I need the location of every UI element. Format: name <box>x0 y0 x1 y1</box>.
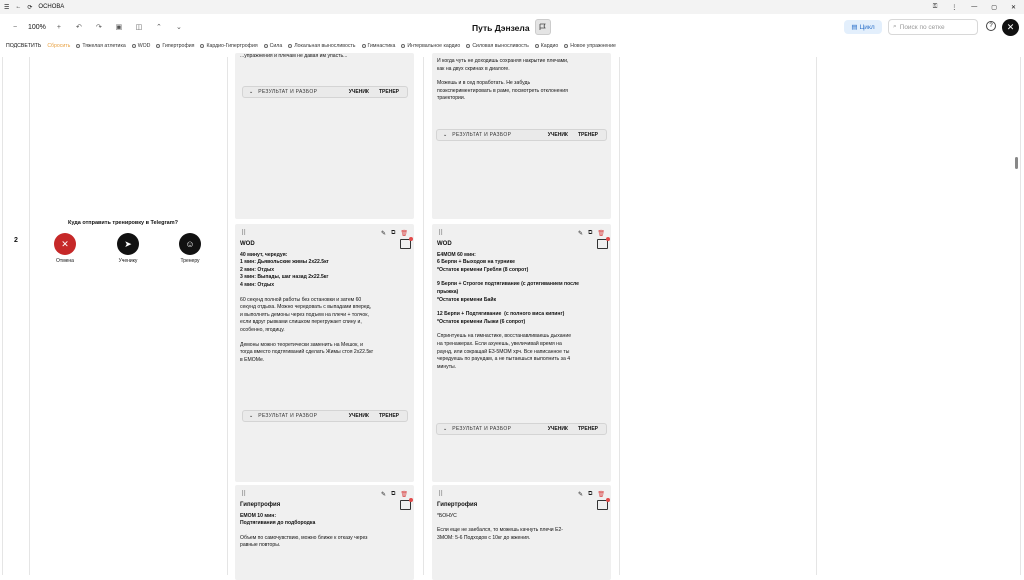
card-line: секунд отдыха. Можно чередовать с выпадами вперед, <box>240 304 371 311</box>
card-line: Спринтуешь на гимнастике, восстанавливаешь дыхание <box>437 333 572 340</box>
drag-handle-icon[interactable]: ⠿ <box>438 230 443 237</box>
edit-icon[interactable]: ✎ <box>578 491 584 498</box>
copy-icon[interactable]: ⧉ <box>588 229 593 236</box>
copy-icon[interactable]: ⧉ <box>588 490 593 497</box>
search-icon: ⌕ <box>893 23 897 30</box>
filter-chip[interactable]: Интервальное кардио <box>401 43 460 49</box>
close-button[interactable]: ✕ <box>1002 19 1019 36</box>
flag-icon[interactable] <box>535 19 551 35</box>
filter-chip[interactable]: Локальная выносливость <box>288 43 355 49</box>
close-icon: ✕ <box>61 238 69 249</box>
card-line: 2 мин: Отдых <box>240 266 275 273</box>
coach-icon: ☺ <box>185 239 195 249</box>
card-body: Гипертрофия *БОНУС Если еще не заебался, то можешь качнуть плечи E2- 3MOM: 5-6 Подходов с 10кг до жжения. <box>437 502 605 542</box>
filter-chip[interactable]: Кардио <box>535 43 558 49</box>
card-line: 3 мин: Выпады, шаг назад 2x22.5кг <box>240 274 329 281</box>
spacer <box>437 73 605 80</box>
edit-icon[interactable]: ✎ <box>578 230 584 237</box>
student-tab[interactable]: УЧЕНИК <box>348 89 369 95</box>
card-body <box>437 58 605 103</box>
spacer <box>437 304 605 311</box>
card-line: тогда вместо подтягиваний сделать Жимы стоя 2x22.5кг <box>240 349 374 356</box>
workout-card[interactable] <box>235 53 414 219</box>
card-line: E4MOM 60 мин: <box>437 251 476 258</box>
send-icon: ➤ <box>124 238 132 249</box>
coach-tab[interactable]: ТРЕНЕР <box>577 426 598 432</box>
spacer <box>437 520 605 527</box>
telegram-question: Куда отправить тренировку в Telegram? <box>68 220 178 226</box>
collapse-up-icon[interactable]: ⌃ <box>155 24 162 31</box>
more-icon[interactable]: ⋮ <box>951 4 958 11</box>
card-line: раунд, или сокращай E3-5MOM хрч. Все написанное ты <box>437 348 570 355</box>
card-body: WOD E4MOM 60 мин: 6 Берпи + Выходов на турнике *Остаток времени Гребля (8 сопрот) 9 Берпи + Строгое подтягивание (с дотягиванием после прыжка) *Остаток времени Байк 12 Берпи + Подтягивание (с полного виса кипинг) *Остаток времени Лыжи (6 сопрот) Спринтуешь на гимнастике, восстанавливаешь дыхание на тренажерах. Если ахуеешь, увеличивай время на раунд, или сокращай E3-5MOM хрч. Все написанное ты чередуешь по раундам, а не пытаешься выполнить за 4 минуты. <box>437 241 605 371</box>
card-line: *Остаток времени Лыжи (6 сопрот) <box>437 318 526 325</box>
cancel-label: Отмена <box>56 258 74 264</box>
card-line: 60 секунд полной работы без остановки и затем 60 <box>240 296 362 303</box>
sidebar-icon[interactable]: ◫ <box>135 24 143 31</box>
minimize-icon[interactable]: — <box>971 4 978 10</box>
result-panel[interactable]: ⌄ РЕЗУЛЬТАТ И РАЗБОР УЧЕНИК ТРЕНЕР <box>436 423 607 435</box>
trash-icon[interactable]: 🗑 <box>597 230 605 237</box>
spacer <box>437 326 605 333</box>
card-line: 12 Берпи + Подтягивание (с полного виса кипинг) <box>437 311 565 318</box>
card-line: чередуешь по раундам, а не пытаешься выполнить за 4 <box>437 356 571 363</box>
card-line: прыжка) <box>437 288 459 295</box>
chevron-down-icon: ⌄ <box>249 89 254 95</box>
trash-icon[interactable]: 🗑 <box>400 491 408 498</box>
zoom-level: 100% <box>28 23 46 31</box>
filter-chip[interactable]: Тяжелая атлетика <box>76 43 125 49</box>
workout-card[interactable] <box>235 485 414 580</box>
chevron-down-icon: ⌄ <box>249 413 254 419</box>
zoom-in-button[interactable]: + <box>56 23 61 31</box>
result-panel[interactable]: ⌄ РЕЗУЛЬТАТ И РАЗБОР УЧЕНИК ТРЕНЕР <box>242 410 408 422</box>
card-body: Гипертрофия EMOM 10 мин: Подтягивания до подбородка Объем по самочувствию, можно ближе к отказу через равные повторы. <box>240 502 408 550</box>
menu-icon[interactable]: ☰ <box>4 4 10 11</box>
page-title: Путь Дэнзела <box>472 23 530 33</box>
card-line: *Остаток времени Гребля (8 сопрот) <box>437 266 529 273</box>
card-line: поэкспериментировать в раме, посмотреть отклонения <box>437 87 568 94</box>
filter-bar <box>0 40 1024 52</box>
student-label: Ученику <box>118 258 138 264</box>
app-name: ОСНОВА <box>38 4 65 10</box>
card-line: Объем по самочувствию, можно ближе к отказу через <box>240 534 368 541</box>
card-line: ...упражнения и плечам не давая им упасть... <box>240 53 348 59</box>
cycle-icon: ▤ <box>851 24 858 31</box>
card-line: особенно, ягодицу. <box>240 326 285 333</box>
card-body <box>240 53 408 61</box>
card-line: *БОНУС <box>437 512 457 519</box>
search-input[interactable] <box>888 19 978 35</box>
cancel-button[interactable] <box>54 233 76 255</box>
card-line: 40 минут, чередуя: <box>240 251 288 258</box>
card-line: 9 Берпи + Строгое подтягивание (с дотягиванием после <box>437 281 579 288</box>
edit-icon[interactable]: ✎ <box>381 491 387 498</box>
workout-card[interactable] <box>432 224 611 482</box>
card-line: как на двух скринах в диалоге. <box>437 65 510 72</box>
spacer <box>240 528 408 535</box>
chevron-down-icon: ⌄ <box>443 426 448 432</box>
training-grid <box>0 53 1024 575</box>
reset-filter-button[interactable]: Сбросить <box>47 43 71 49</box>
search-placeholder: Поиск по сетке <box>899 23 945 31</box>
filter-chip[interactable]: Гимнастика <box>362 43 396 49</box>
card-body: WOD 40 минут, чередуя: 1 мин: Дьявольские жимы 2x22.5кг 2 мин: Отдых 3 мин: Выпады, шаг назад 2x22.5кг 4 мин: Отдых 60 секунд полной работы без остановки и затем 60 секунд отдыха. Можно чередовать с выпадами вперед, и выполнять демоны через подъем на плечи + толчок, если вдруг рывками слишком перегружает спину и, особенно, ягодицу. Демоны можно теоретически заменить на Мешок, и тогда вместо подтягиваний сделать Жимы стоя 2x22.5кг в EMOMе. <box>240 241 408 364</box>
card-line: *Остаток времени Байк <box>437 296 497 303</box>
card-line: 4 мин: Отдых <box>240 281 275 288</box>
trash-icon[interactable]: 🗑 <box>400 230 408 237</box>
filter-chip[interactable]: Силовая выносливость <box>466 43 528 49</box>
card-line: на тренажерах. Если ахуеешь, увеличивай время на <box>437 340 562 347</box>
result-panel[interactable]: ⌄ РЕЗУЛЬТАТ И РАЗБОР УЧЕНИК ТРЕНЕР <box>242 86 408 98</box>
zoom-out-button[interactable]: − <box>12 23 18 31</box>
coach-tab[interactable]: ТРЕНЕР <box>378 413 399 419</box>
redo-icon[interactable]: ↷ <box>95 24 102 31</box>
card-line: 1 мин: Дьявольские жимы 2x22.5кг <box>240 259 329 266</box>
scrollbar-thumb[interactable] <box>1015 157 1018 169</box>
card-line: и выполнять демоны через подъем на плечи + толчок, <box>240 311 369 318</box>
save-icon[interactable]: ▣ <box>115 24 123 31</box>
chevron-down-icon: ⌄ <box>443 132 448 138</box>
card-line: И когда чуть не доходишь сохраняя накрытие плечами, <box>437 58 569 64</box>
spacer <box>240 335 408 342</box>
close-window-icon[interactable]: ✕ <box>1010 4 1016 11</box>
title-bar <box>0 0 1024 14</box>
drag-handle-icon[interactable]: ⠿ <box>438 491 443 498</box>
card-line: равные повторы. <box>240 542 281 549</box>
filter-chip[interactable]: WOD <box>132 43 151 49</box>
drag-handle-icon[interactable]: ⠿ <box>241 491 246 498</box>
maximize-icon[interactable]: ▢ <box>991 4 997 11</box>
student-tab[interactable]: УЧЕНИК <box>547 132 568 138</box>
card-line: Если еще не заебался, то можешь качнуть плечи E2- <box>437 527 563 534</box>
card-line: в EMOMе. <box>240 356 265 363</box>
coach-label: Тренеру <box>180 258 200 264</box>
card-line: 6 Берпи + Выходов на турнике <box>437 259 515 266</box>
help-button[interactable]: ? <box>986 21 996 31</box>
filter-chip[interactable]: Гипертрофия <box>156 43 194 49</box>
copy-icon[interactable]: ⧉ <box>391 490 396 497</box>
card-line: 3MOM: 5-6 Подходов с 10кг до жжения. <box>437 534 531 541</box>
filter-chip[interactable]: Сила <box>264 43 283 49</box>
cycle-button[interactable] <box>844 20 882 34</box>
student-tab[interactable]: УЧЕНИК <box>348 413 369 419</box>
coach-tab[interactable]: ТРЕНЕР <box>577 132 598 138</box>
send-coach-button[interactable] <box>179 233 201 255</box>
trash-icon[interactable]: 🗑 <box>597 491 605 498</box>
send-student-button[interactable] <box>117 233 139 255</box>
card-line: если вдруг рывками слишком перегружает спину и, <box>240 319 362 326</box>
card-line: минуты. <box>437 363 457 370</box>
filter-chip[interactable]: Кардио-Гипертрофия <box>200 43 257 49</box>
card-line: EMOM 10 мин: <box>240 512 277 519</box>
reload-icon[interactable]: ⟳ <box>27 4 33 11</box>
expand-down-icon[interactable]: ⌄ <box>175 24 182 31</box>
workout-card[interactable] <box>235 224 414 482</box>
highlight-label: ПОДСВЕТИТЬ <box>6 43 42 49</box>
edit-icon[interactable]: ✎ <box>381 230 387 237</box>
card-line: Подтягивания до подбородка <box>240 520 316 527</box>
undo-icon[interactable]: ↶ <box>75 24 82 31</box>
workout-card[interactable] <box>432 485 611 580</box>
drag-handle-icon[interactable]: ⠿ <box>241 230 246 237</box>
result-panel[interactable]: ⌄ РЕЗУЛЬТАТ И РАЗБОР УЧЕНИК ТРЕНЕР <box>436 129 607 141</box>
copy-icon[interactable]: ⧉ <box>391 229 396 236</box>
coach-tab[interactable]: ТРЕНЕР <box>378 89 399 95</box>
row-number: 2 <box>14 237 18 244</box>
cycle-label: Цикл <box>859 23 875 31</box>
card-line: Можешь и в сед поработать. Не забудь <box>437 80 531 87</box>
back-icon[interactable]: ← <box>15 4 22 10</box>
student-tab[interactable]: УЧЕНИК <box>547 426 568 432</box>
spacer <box>240 290 408 297</box>
key-icon[interactable]: ⚿ <box>932 3 938 10</box>
spacer <box>437 274 605 281</box>
card-line: Демоны можно теоретически заменить на Мешок, и <box>240 341 363 348</box>
card-line: траектории. <box>437 95 466 102</box>
filter-chip[interactable]: Новое упражнение <box>564 43 616 49</box>
